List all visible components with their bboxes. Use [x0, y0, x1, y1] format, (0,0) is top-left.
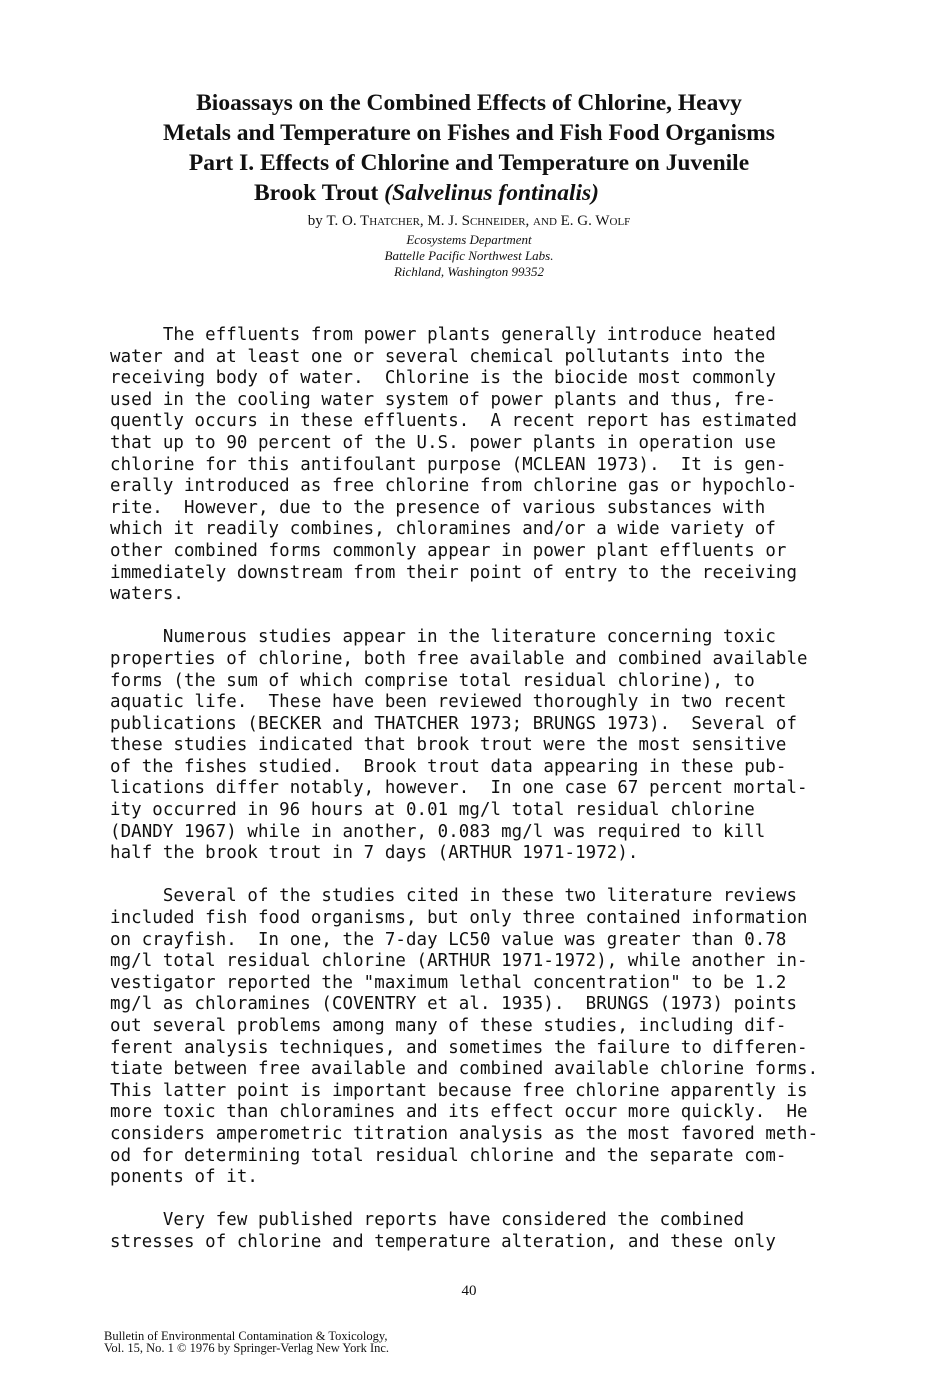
- paragraph-line: aquatic life. These have been reviewed thoroughly in two recent: [110, 692, 787, 713]
- paragraph-line: lications differ notably, however. In one case 67 percent mortal-: [110, 778, 808, 799]
- paragraph-line: more toxic than chloramines and its effect occur more quickly. He: [110, 1102, 808, 1123]
- paragraph-line: used in the cooling water system of power plants and thus, fre-: [110, 389, 776, 410]
- paragraph-line: publications (BECKER and THATCHER 1973; BRUNGS 1973). Several of: [110, 713, 798, 734]
- paragraph-line: waters.: [110, 584, 184, 605]
- paragraph-line: chlorine for this antifoulant purpose (MCLEAN 1973). It is gen-: [110, 454, 787, 475]
- paragraph-line: immediately downstream from their point of entry to the receiving: [110, 562, 798, 583]
- page-number: 40: [461, 1283, 477, 1299]
- footer-journal: Bulletin of Environmental Contamination & Toxicology,: [104, 1329, 388, 1343]
- paragraph-line: included fish food organisms, but only three contained information: [110, 908, 808, 929]
- paragraph-line: ity occurred in 96 hours at 0.01 mg/l total residual chlorine: [110, 800, 755, 821]
- paragraph-line: tiate between free available and combined available chlorine forms.: [110, 1059, 819, 1080]
- paragraph-line: which it readily combines, chloramines and/or a wide variety of: [110, 519, 776, 540]
- paragraph-line: od for determining total residual chlorine and the separate com-: [110, 1145, 787, 1166]
- title-line-4-plain: Brook Trout: [254, 180, 385, 206]
- paragraph-line: other combined forms commonly appear in power plant effluents or: [110, 540, 787, 561]
- paragraph-line: vestigator reported the "maximum lethal concentration" to be 1.2: [110, 972, 787, 993]
- affiliation-department: Ecosystems Department: [406, 232, 532, 247]
- paragraph-line: that up to 90 percent of the U.S. power plants in operation use: [110, 432, 776, 453]
- paragraph-line: these studies indicated that brook trout were the most sensitive: [110, 735, 787, 756]
- title-line-4: [80, 178, 858, 208]
- paragraph-line: receiving body of water. Chlorine is the biocide most commonly: [110, 368, 776, 389]
- paragraph-line: considers amperometric titration analysis as the most favored meth-: [110, 1123, 819, 1144]
- paragraph-line: Several of the studies cited in these two literature reviews: [110, 886, 798, 907]
- paragraph: [110, 1210, 845, 1253]
- paragraph-line: ponents of it.: [110, 1167, 258, 1188]
- paragraph-line: on crayfish. In one, the 7-day LC50 value was greater than 0.78: [110, 929, 787, 950]
- paragraph-line: mg/l as chloramines (COVENTRY et al. 1935). BRUNGS (1973) points: [110, 994, 798, 1015]
- byline-prefix: by: [307, 213, 327, 229]
- paragraph-line: half the brook trout in 7 days (ARTHUR 1971-1972).: [110, 843, 639, 864]
- paragraph-line: of the fishes studied. Brook trout data appearing in these pub-: [110, 756, 787, 777]
- paragraph-line: mg/l total residual chlorine (ARTHUR 1971-1972), while another in-: [110, 951, 808, 972]
- paragraph-line: out several problems among many of these studies, including dif-: [110, 1016, 787, 1036]
- paragraph-line: erally introduced as free chlorine from chlorine gas or hypochlo-: [110, 476, 798, 497]
- title-line-2: Metals and Temperature on Fishes and Fish Food Organisms: [163, 120, 775, 146]
- paragraph-line: This latter point is important because free chlorine apparently is: [110, 1080, 808, 1101]
- paragraph-line: ferent analysis techniques, and sometimes the failure to differen-: [110, 1037, 808, 1058]
- author-names: T. O. Thatcher, M. J. Schneider, and E. G. Wolf: [326, 213, 631, 229]
- affiliation: [0, 232, 938, 280]
- author-byline: [0, 212, 938, 230]
- paragraph-line: (DANDY 1967) while in another, 0.083 mg/l was required to kill: [110, 821, 766, 842]
- paragraph-line: The effluents from power plants generally introduce heated: [110, 325, 776, 345]
- paragraph-line: rite. However, due to the presence of various substances with: [110, 497, 766, 518]
- paragraph: [110, 325, 845, 606]
- journal-footer: [104, 1330, 389, 1354]
- paragraph-line: stresses of chlorine and temperature alteration, and these only: [110, 1231, 776, 1252]
- affiliation-location: Richland, Washington 99352: [393, 264, 545, 279]
- article-title: [80, 88, 858, 208]
- title-line-1: Bioassays on the Combined Effects of Chlorine, Heavy: [196, 90, 742, 116]
- paragraph-line: quently occurs in these effluents. A recent report has estimated: [110, 411, 798, 432]
- paragraph-line: properties of chlorine, both free available and combined available: [110, 648, 808, 669]
- affiliation-institution: Battelle Pacific Northwest Labs.: [384, 248, 554, 263]
- footer-volume: Vol. 15, No. 1 © 1976 by Springer-Verlag New York Inc.: [104, 1341, 390, 1355]
- paragraph: [110, 886, 845, 1188]
- paragraph-line: Very few published reports have considered the combined: [110, 1210, 745, 1231]
- article-body: [110, 325, 845, 1275]
- paragraph-line: Numerous studies appear in the literature concerning toxic: [110, 627, 776, 648]
- paragraph: [110, 627, 845, 865]
- title-line-3: Part I. Effects of Chlorine and Temperature on Juvenile: [188, 150, 750, 176]
- species-name: (Salvelinus fontinalis): [384, 180, 599, 206]
- paragraph-line: water and at least one or several chemical pollutants into the: [110, 346, 766, 367]
- paragraph-line: forms (the sum of which comprise total residual chlorine), to: [110, 670, 755, 691]
